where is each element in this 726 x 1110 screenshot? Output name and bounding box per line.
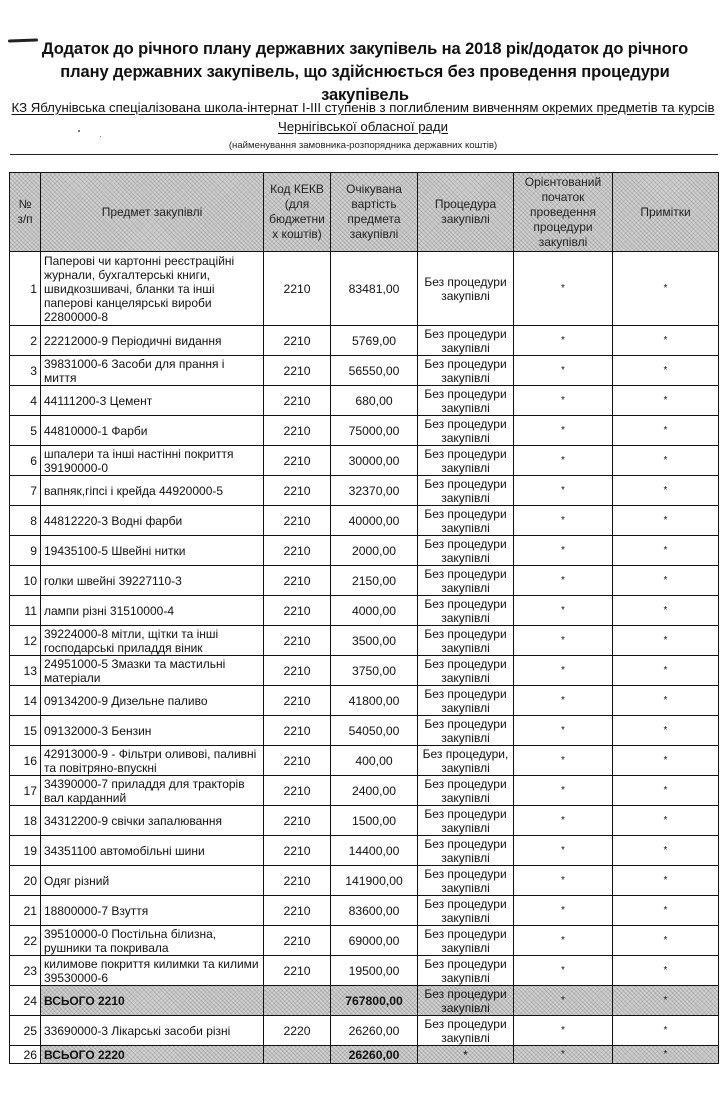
row-notes: * [613,416,719,446]
row-subject: ВСЬОГО 2210 [41,986,264,1016]
row-procedure: Без процедури закупівлі [418,386,514,416]
table-header-row [10,173,719,252]
row-code: 2210 [264,356,331,386]
row-notes: * [613,626,719,656]
table-row [10,806,719,836]
row-start: * [514,252,613,326]
row-code: 2210 [264,626,331,656]
row-num: 13 [10,656,41,686]
row-start: * [514,326,613,356]
row-subject: 34312200-9 свічки запалювання [41,806,264,836]
row-start: * [514,776,613,806]
row-subject: 44111200-3 Цемент [41,386,264,416]
row-procedure: * [418,1046,514,1064]
table-total-row [10,1046,719,1064]
row-subject: 44812220-3 Водні фарби [41,506,264,536]
row-num: 11 [10,596,41,626]
table-row [10,596,719,626]
row-notes: * [613,446,719,476]
row-start: * [514,956,613,986]
table-row [10,686,719,716]
row-subject: 09132000-3 Бензин [41,716,264,746]
row-notes: * [613,1016,719,1046]
row-start: * [514,476,613,506]
row-subject: 33690000-3 Лікарські засоби різні [41,1016,264,1046]
row-value: 2150,00 [331,566,418,596]
table-row [10,776,719,806]
table-row [10,1016,719,1046]
row-procedure: Без процедури закупівлі [418,416,514,446]
row-subject: килимове покриття килимки та килими 39530000-6 [41,956,264,986]
row-code: 2210 [264,252,331,326]
row-notes: * [613,326,719,356]
row-subject: голки швейні 39227110-3 [41,566,264,596]
row-notes: * [613,716,719,746]
row-value: 56550,00 [331,356,418,386]
row-num: 2 [10,326,41,356]
row-code: 2210 [264,416,331,446]
scan-speck [78,130,80,132]
row-num: 24 [10,986,41,1016]
row-num: 1 [10,252,41,326]
procurement-table [9,172,719,1064]
table-row [10,896,719,926]
table-row [10,926,719,956]
row-num: 5 [10,416,41,446]
header-code: Код КЕКВ (для бюджетни х коштів) [264,173,331,252]
row-start: * [514,596,613,626]
row-notes: * [613,656,719,686]
row-value: 680,00 [331,386,418,416]
row-procedure: Без процедури закупівлі [418,476,514,506]
row-value: 2400,00 [331,776,418,806]
row-subject: 22212000-9 Періодичні видання [41,326,264,356]
row-value: 54050,00 [331,716,418,746]
table-row [10,326,719,356]
row-procedure: Без процедури закупівлі [418,836,514,866]
row-code: 2210 [264,326,331,356]
row-code: 2210 [264,536,331,566]
row-procedure: Без процедури закупівлі [418,866,514,896]
row-notes: * [613,776,719,806]
row-subject: 44810000-1 Фарби [41,416,264,446]
row-procedure: Без процедури закупівлі [418,566,514,596]
row-code: 2210 [264,506,331,536]
row-num: 3 [10,356,41,386]
table-row [10,626,719,656]
header-value: Очікувана вартість предмета закупівлі [331,173,418,252]
row-code: 2210 [264,836,331,866]
row-notes: * [613,536,719,566]
row-procedure: Без процедури закупівлі [418,776,514,806]
header-notes: Примітки [613,173,719,252]
row-num: 19 [10,836,41,866]
row-code: 2210 [264,686,331,716]
row-num: 17 [10,776,41,806]
row-notes: * [613,926,719,956]
row-start: * [514,416,613,446]
row-code: 2210 [264,746,331,776]
header-procedure: Процедура закупівлі [418,173,514,252]
row-start: * [514,506,613,536]
row-subject: 18800000-7 Взуття [41,896,264,926]
row-notes: * [613,986,719,1016]
table-row [10,566,719,596]
header-divider [10,154,718,155]
row-value: 26260,00 [331,1046,418,1064]
row-start: * [514,386,613,416]
row-code: 2210 [264,866,331,896]
row-start: * [514,716,613,746]
row-procedure: Без процедури закупівлі [418,536,514,566]
row-code: 2210 [264,386,331,416]
row-num: 14 [10,686,41,716]
row-subject: 24951000-5 Змазки та мастильні матеріали [41,656,264,686]
row-procedure: Без процедури закупівлі [418,326,514,356]
row-num: 7 [10,476,41,506]
row-num: 20 [10,866,41,896]
row-procedure: Без процедури закупівлі [418,1016,514,1046]
row-notes: * [613,566,719,596]
table-row [10,716,719,746]
row-value: 75000,00 [331,416,418,446]
row-value: 69000,00 [331,926,418,956]
row-value: 1500,00 [331,806,418,836]
row-num: 12 [10,626,41,656]
row-subject: 42913000-9 - Фільтри оливові, паливні та повітряно-впускні [41,746,264,776]
organization-name-line2: Чернігівської обласної ради [278,119,448,134]
row-value: 141900,00 [331,866,418,896]
table-row [10,536,719,566]
row-start: * [514,536,613,566]
table-row [10,416,719,446]
row-procedure: Без процедури закупівлі [418,596,514,626]
row-code: 2210 [264,956,331,986]
row-start: * [514,836,613,866]
row-start: * [514,656,613,686]
row-procedure: Без процедури закупівлі [418,716,514,746]
row-start: * [514,1046,613,1064]
row-subject: 34351100 автомобільні шини [41,836,264,866]
row-value: 40000,00 [331,506,418,536]
row-start: * [514,1016,613,1046]
row-code: 2220 [264,1016,331,1046]
row-value: 14400,00 [331,836,418,866]
organization-name-line1: КЗ Яблунівська спеціалізована школа-інтернат І-ІІІ ступенів з поглибленим вивченням окремих предметів та курсів [11,100,715,115]
row-subject: вапняк,гіпсі і крейда 44920000-5 [41,476,264,506]
row-code: 2210 [264,596,331,626]
row-value: 19500,00 [331,956,418,986]
row-procedure: Без процедури закупівлі [418,656,514,686]
row-start: * [514,446,613,476]
row-code [264,986,331,1016]
header-subject: Предмет закупівлі [41,173,264,252]
row-notes: * [613,476,719,506]
table-row [10,356,719,386]
row-subject: 19435100-5 Швейні нитки [41,536,264,566]
row-notes: * [613,866,719,896]
row-num: 18 [10,806,41,836]
row-procedure: Без процедури, закупівлі [418,746,514,776]
row-code: 2210 [264,476,331,506]
row-value: 2000,00 [331,536,418,566]
row-num: 8 [10,506,41,536]
row-notes: * [613,896,719,926]
row-start: * [514,866,613,896]
row-start: * [514,896,613,926]
document-title: Додаток до річного плану державних закупівель на 2018 рік/додаток до річного плану державних закупівель, що здійснюється без проведення процедури закупівель [41,40,689,104]
table-row [10,956,719,986]
row-start: * [514,746,613,776]
row-notes: * [613,386,719,416]
row-notes: * [613,746,719,776]
header-num: № з/п [10,173,41,252]
row-notes: * [613,356,719,386]
row-subject: 09134200-9 Дизельне паливо [41,686,264,716]
row-start: * [514,356,613,386]
row-procedure: Без процедури закупівлі [418,986,514,1016]
organization-name [0,98,726,136]
row-value: 767800,00 [331,986,418,1016]
row-code: 2210 [264,446,331,476]
row-num: 21 [10,896,41,926]
row-procedure: Без процедури закупівлі [418,356,514,386]
row-start: * [514,926,613,956]
table-row [10,252,719,326]
table-row [10,866,719,896]
row-code: 2210 [264,926,331,956]
row-value: 4000,00 [331,596,418,626]
row-notes: * [613,956,719,986]
row-subject: Паперові чи картонні реєстраційні журнали, бухгалтерські книги, швидкозшивачі, бланки та інші паперові канцелярські вироби 22800000-8 [41,252,264,326]
row-subject: ВСЬОГО 2220 [41,1046,264,1064]
row-code: 2210 [264,806,331,836]
row-num: 15 [10,716,41,746]
row-procedure: Без процедури закупівлі [418,446,514,476]
row-subject: лампи різні 31510000-4 [41,596,264,626]
table-row [10,386,719,416]
row-procedure: Без процедури закупівлі [418,806,514,836]
row-notes: * [613,506,719,536]
scan-speck [100,136,101,137]
row-start: * [514,806,613,836]
row-num: 23 [10,956,41,986]
row-subject: шпалери та інші настінні покриття 39190000-0 [41,446,264,476]
table-total-row [10,986,719,1016]
row-value: 83600,00 [331,896,418,926]
table-row [10,446,719,476]
row-num: 16 [10,746,41,776]
table-row [10,746,719,776]
row-notes: * [613,686,719,716]
row-start: * [514,986,613,1016]
row-num: 4 [10,386,41,416]
row-subject: 39831000-6 Засоби для прання і миття [41,356,264,386]
row-num: 25 [10,1016,41,1046]
table-row [10,656,719,686]
row-num: 22 [10,926,41,956]
row-code: 2210 [264,776,331,806]
row-value: 30000,00 [331,446,418,476]
row-value: 5769,00 [331,326,418,356]
row-procedure: Без процедури закупівлі [418,926,514,956]
table-row [10,476,719,506]
row-code: 2210 [264,716,331,746]
row-value: 3750,00 [331,656,418,686]
row-procedure: Без процедури закупівлі [418,252,514,326]
row-notes: * [613,1046,719,1064]
table-row [10,836,719,866]
row-num: 9 [10,536,41,566]
row-value: 83481,00 [331,252,418,326]
row-value: 400,00 [331,746,418,776]
row-code [264,1046,331,1064]
row-code: 2210 [264,566,331,596]
row-subject: 39224000-8 мітли, щітки та інші господарські приладдя віник [41,626,264,656]
row-notes: * [613,252,719,326]
row-num: 26 [10,1046,41,1064]
organization-caption: (найменування замовника-розпорядника державних коштів) [228,140,498,151]
table-row [10,506,719,536]
row-notes: * [613,836,719,866]
row-subject: Одяг різний [41,866,264,896]
row-procedure: Без процедури закупівлі [418,956,514,986]
row-start: * [514,626,613,656]
row-procedure: Без процедури закупівлі [418,686,514,716]
row-num: 10 [10,566,41,596]
row-procedure: Без процедури закупівлі [418,896,514,926]
row-code: 2210 [264,656,331,686]
row-num: 6 [10,446,41,476]
row-subject: 34390000-7 приладдя для тракторів вал карданний [41,776,264,806]
row-value: 26260,00 [331,1016,418,1046]
row-code: 2210 [264,896,331,926]
row-subject: 39510000-0 Постільна білизна, рушники та покривала [41,926,264,956]
row-value: 32370,00 [331,476,418,506]
row-value: 3500,00 [331,626,418,656]
row-procedure: Без процедури закупівлі [418,626,514,656]
row-value: 41800,00 [331,686,418,716]
row-notes: * [613,596,719,626]
row-notes: * [613,806,719,836]
row-start: * [514,686,613,716]
row-procedure: Без процедури закупівлі [418,506,514,536]
header-start: Орієнтований початок проведення процедури закупівлі [514,173,613,252]
row-start: * [514,566,613,596]
